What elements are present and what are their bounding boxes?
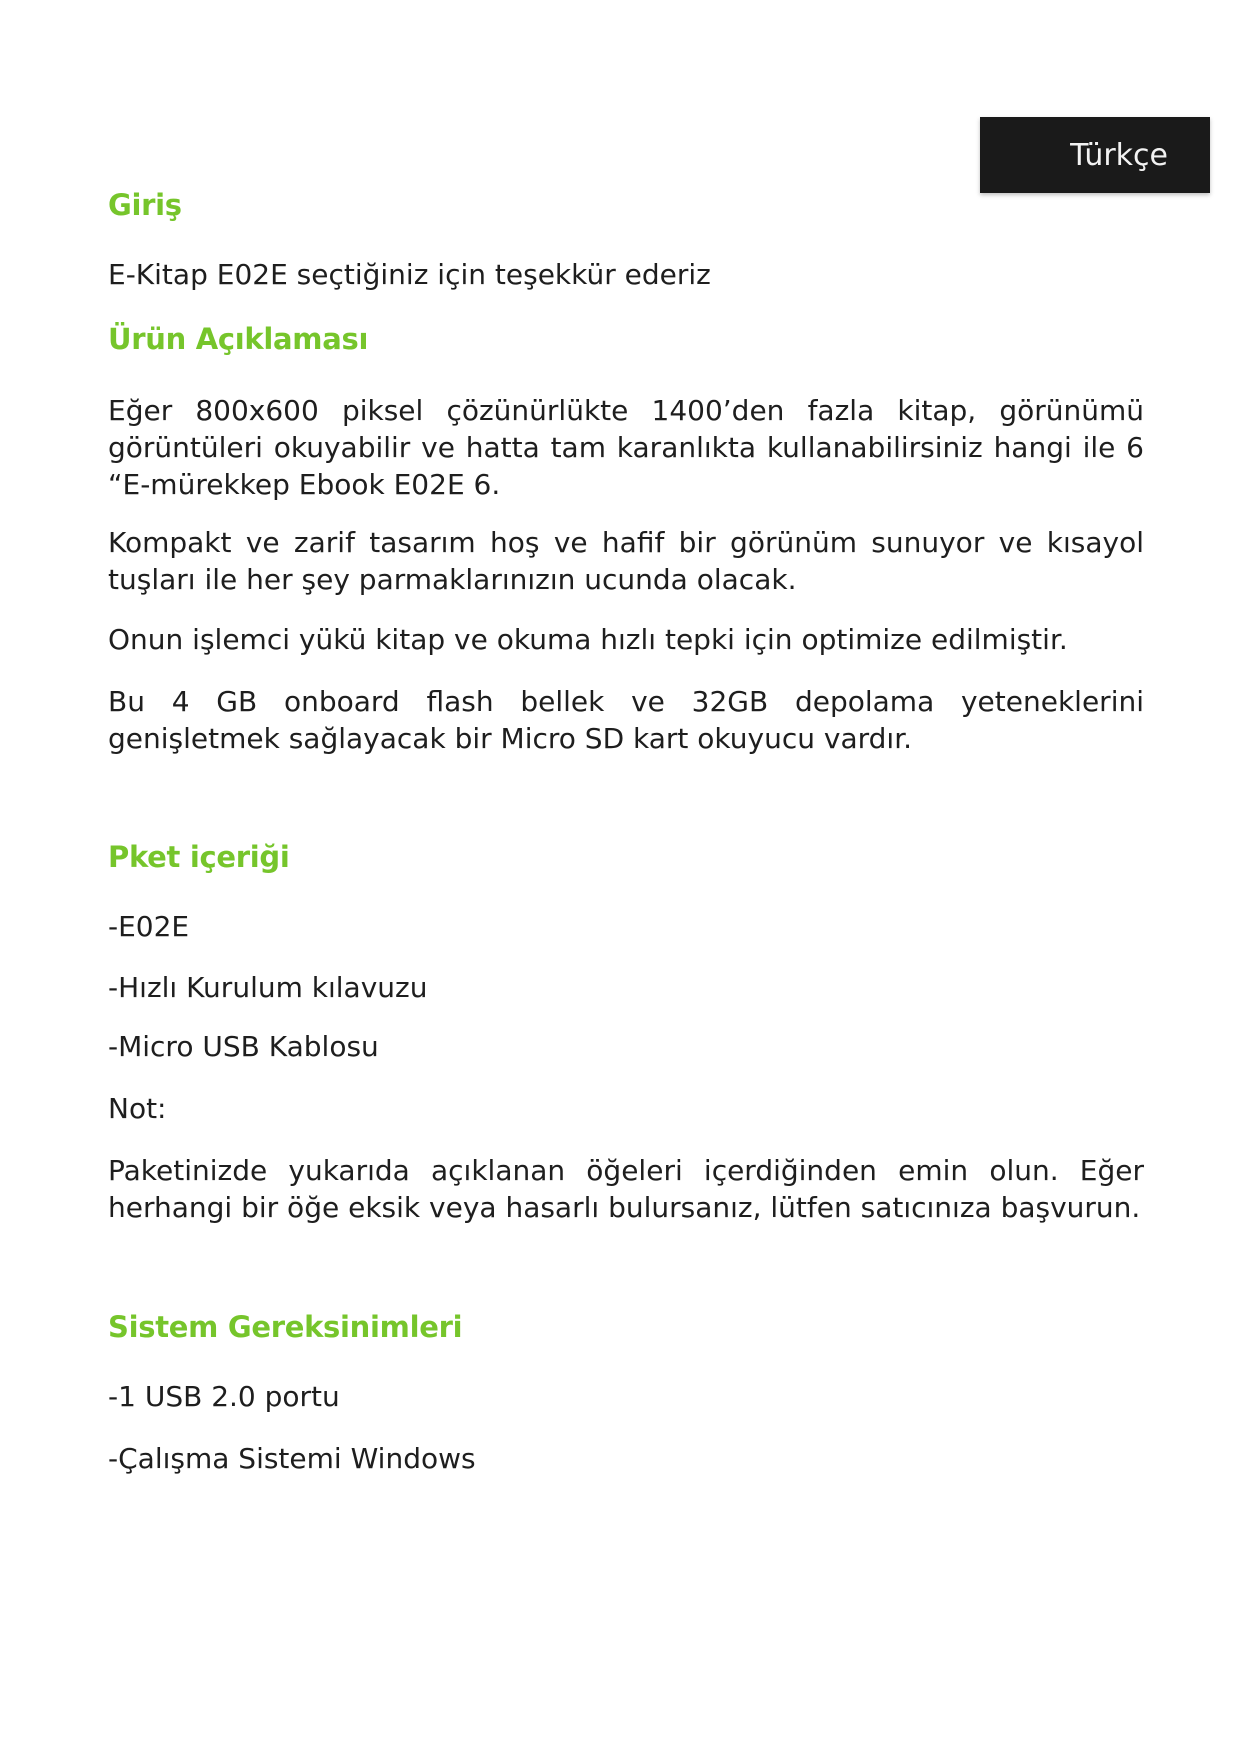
language-badge: Türkçe: [980, 117, 1210, 193]
heading-description: Ürün Açıklaması: [108, 322, 369, 356]
description-paragraph-4: Bu 4 GB onboard flash bellek ve 32GB depolama yeteneklerini genişletmek sağlayacak bir Micro SD kart okuyucu vardır.: [108, 685, 1144, 755]
requirement-item: -Çalışma Sistemi Windows: [108, 1442, 476, 1475]
description-paragraph-2: Kompakt ve zarif tasarım hoş ve hafif bir görünüm sunuyor ve kısayol tuşları ile her şey parmaklarınızın ucunda olacak.: [108, 526, 1144, 596]
package-item: -Hızlı Kurulum kılavuzu: [108, 971, 428, 1004]
requirement-item: -1 USB 2.0 portu: [108, 1380, 340, 1413]
package-item: -Micro USB Kablosu: [108, 1030, 379, 1063]
heading-intro: Giriş: [108, 188, 182, 222]
heading-package: Pket içeriği: [108, 840, 290, 874]
description-paragraph-3: Onun işlemci yükü kitap ve okuma hızlı tepki için optimize edilmiştir.: [108, 623, 1068, 656]
intro-text: E-Kitap E02E seçtiğiniz için teşekkür ederiz: [108, 258, 711, 291]
description-paragraph-1: Eğer 800x600 piksel çözünürlükte 1400’den fazla kitap, görünümü görüntüleri okuyabilir ve hatta tam karanlıkta kullanabilirsiniz hangi ile 6 “E-mürekkep Ebook E02E 6.: [108, 394, 1144, 501]
note-text: Paketinizde yukarıda açıklanan öğeleri içerdiğinden emin olun. Eğer herhangi bir öğe eksik veya hasarlı bulursanız, lütfen satıcınıza başvurun.: [108, 1154, 1144, 1224]
package-item: -E02E: [108, 910, 190, 943]
note-label: Not:: [108, 1092, 167, 1125]
heading-requirements: Sistem Gereksinimleri: [108, 1310, 463, 1344]
